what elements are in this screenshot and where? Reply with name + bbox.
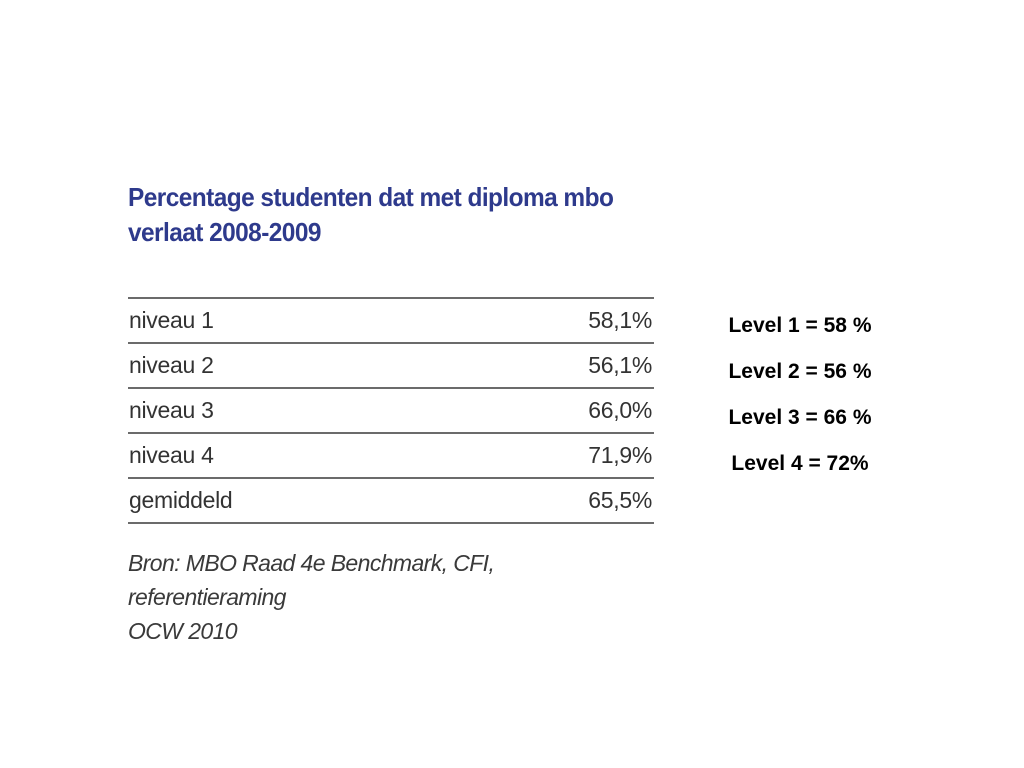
row-label: niveau 2 xyxy=(129,352,214,378)
source-line-2: OCW 2010 xyxy=(128,618,237,644)
source-line-1: Bron: MBO Raad 4e Benchmark, CFI, referentieraming xyxy=(128,550,495,610)
row-value: 58,1% xyxy=(588,307,652,333)
table-row xyxy=(128,434,654,479)
level-item: Level 1 = 58 % xyxy=(728,314,872,337)
figure xyxy=(128,180,654,648)
row-value: 65,5% xyxy=(588,487,652,513)
figure-title xyxy=(128,180,622,250)
row-value: 71,9% xyxy=(588,442,652,468)
figure-source xyxy=(128,546,648,648)
row-label: niveau 3 xyxy=(129,397,214,423)
level-summary xyxy=(700,308,900,492)
level-item: Level 3 = 66 % xyxy=(728,406,872,429)
table-row xyxy=(128,479,654,524)
row-label: gemiddeld xyxy=(129,487,233,513)
level-item: Level 4 = 72% xyxy=(731,452,869,475)
table-row xyxy=(128,299,654,344)
row-value: 66,0% xyxy=(588,397,652,423)
row-value: 56,1% xyxy=(588,352,652,378)
table-row xyxy=(128,344,654,389)
row-label: niveau 1 xyxy=(129,307,214,333)
figure-title-line-2: verlaat 2008-2009 xyxy=(128,217,321,247)
table-row xyxy=(128,389,654,434)
level-item: Level 2 = 56 % xyxy=(728,360,872,383)
percentage-table xyxy=(128,297,654,524)
row-label: niveau 4 xyxy=(129,442,214,468)
figure-title-line-1: Percentage studenten dat met diploma mbo xyxy=(128,182,614,212)
